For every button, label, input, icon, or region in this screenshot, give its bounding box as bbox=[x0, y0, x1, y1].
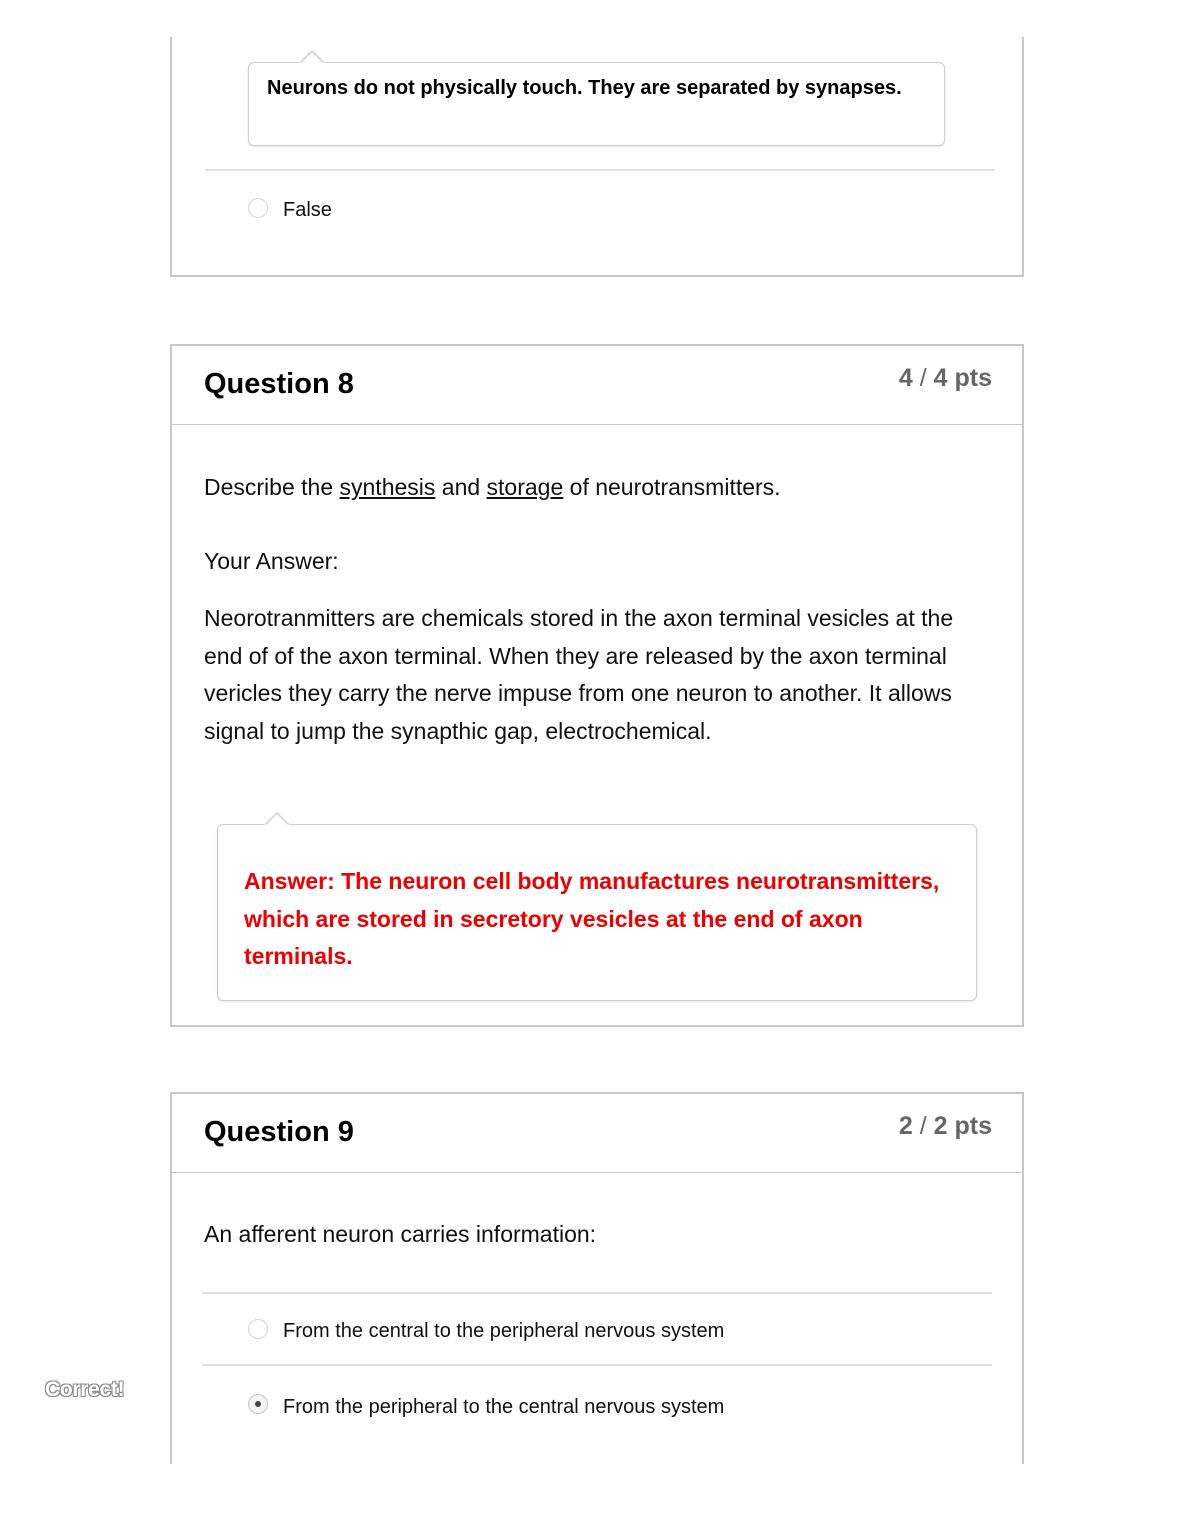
option-2-label[interactable]: From the peripheral to the central nervous system bbox=[283, 1396, 725, 1418]
option-divider bbox=[205, 169, 995, 171]
answer-key-callout bbox=[217, 824, 977, 1001]
student-answer: Neorotranmitters are chemicals stored in the axon terminal vesicles at the end of of the axon terminal. When they are released by the axon terminal vericles they carry the nerve impuse from one neuron to another. It allows signal to jump the synapthic gap, electrochemical. bbox=[204, 605, 954, 744]
question-9-card bbox=[170, 1092, 1024, 1464]
question-points bbox=[899, 364, 992, 393]
callout-notch bbox=[264, 812, 290, 826]
question-header bbox=[172, 346, 1022, 425]
question-header bbox=[172, 1094, 1022, 1173]
question-title: Question 9 bbox=[204, 1116, 354, 1148]
question-text: An afferent neuron carries information: bbox=[204, 1221, 597, 1247]
option-false-label[interactable]: False bbox=[283, 199, 332, 221]
points-separator: / bbox=[919, 364, 927, 392]
question-points bbox=[899, 1112, 992, 1141]
points-earned: 4 bbox=[898, 364, 913, 392]
question-7-card bbox=[170, 37, 1024, 277]
correct-indicator: Correct! bbox=[45, 1378, 125, 1401]
radio-option-2-selected[interactable] bbox=[248, 1394, 268, 1414]
points-total: 4 pts bbox=[933, 364, 992, 392]
question-8-card bbox=[170, 344, 1024, 1027]
keyword-synthesis: synthesis bbox=[339, 474, 436, 500]
keyword-storage: storage bbox=[486, 474, 564, 500]
feedback-text: Neurons do not physically touch. They are separated by synapses. bbox=[267, 77, 902, 99]
feedback-callout bbox=[248, 62, 945, 146]
radio-option-1[interactable] bbox=[248, 1319, 268, 1339]
points-separator: / bbox=[919, 1112, 927, 1140]
question-title: Question 8 bbox=[204, 368, 354, 400]
radio-false[interactable] bbox=[248, 198, 268, 218]
points-total: 2 pts bbox=[933, 1112, 992, 1140]
answer-key-text: Answer: The neuron cell body manufactures neurotransmitters, which are stored in secretory vesicles at the end of axon terminals. bbox=[244, 868, 940, 969]
points-earned: 2 bbox=[898, 1112, 913, 1140]
callout-notch bbox=[299, 50, 325, 64]
your-answer-label: Your Answer: bbox=[204, 548, 339, 574]
question-text: Describe the synthesis and storage of neurotransmitters. bbox=[204, 474, 781, 500]
option-divider bbox=[202, 1364, 992, 1366]
option-1-label[interactable]: From the central to the peripheral nervous system bbox=[283, 1320, 725, 1342]
option-divider bbox=[202, 1292, 992, 1294]
